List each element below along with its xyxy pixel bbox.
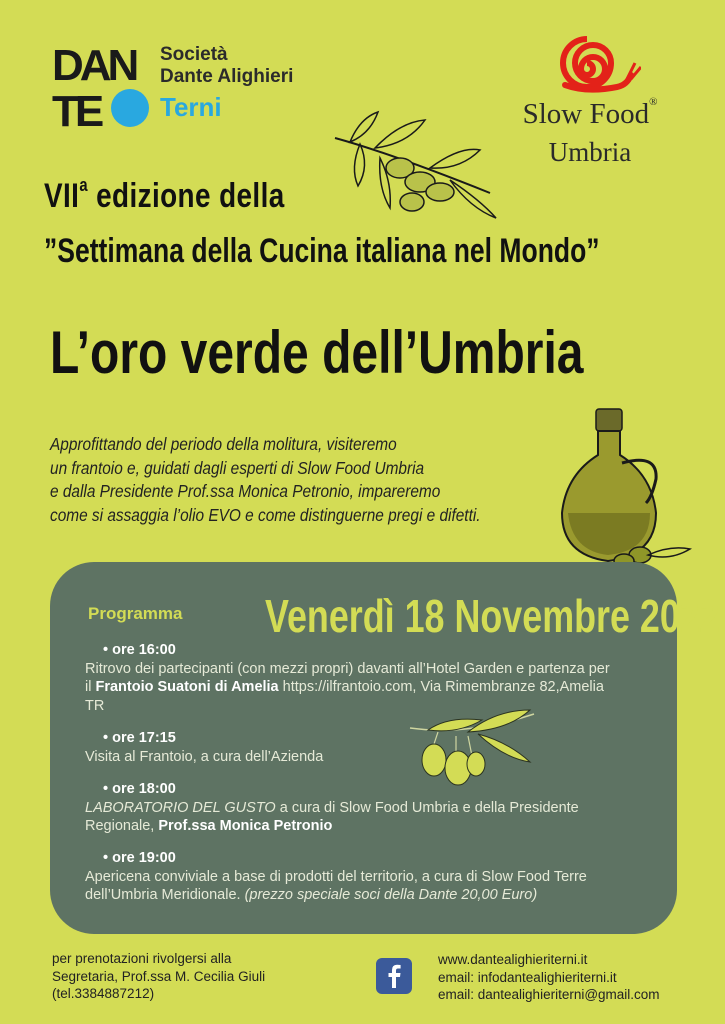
program-line: LABORATORIO DEL GUSTO a cura di Slow Food Umbria e della Presidente — [85, 799, 579, 816]
booking-info — [52, 950, 265, 1003]
intro-line: Approfittando del periodo della molitura, visiteremo — [50, 434, 397, 454]
booking-line: Segretaria, Prof.ssa M. Cecilia Giuli — [52, 968, 266, 984]
svg-text:DAN: DAN — [52, 44, 136, 90]
email-line[interactable]: email: dantealighieriterni@gmail.com — [438, 987, 660, 1002]
facebook-icon[interactable] — [376, 958, 412, 994]
olive-branch-icon — [330, 108, 500, 223]
program-item — [85, 849, 660, 905]
email-line[interactable]: email: infodantealighieriterni.it — [438, 969, 617, 985]
program-item — [85, 641, 660, 715]
event-date: Venerdì 18 Novembre 2022 — [265, 590, 720, 642]
intro-line: un frantoio e, guidati dagli esperti di Slow Food Umbria — [50, 457, 425, 478]
contact-info — [438, 951, 660, 1004]
program-time: • ore 17:15 — [103, 730, 176, 746]
website-link[interactable]: www.dantealighieriterni.it — [438, 952, 588, 967]
program-line: Apericena conviviale a base di prodotti del territorio, a cura di Slow Food Terre — [85, 868, 587, 885]
intro-line: e dalla Presidente Prof.ssa Monica Petronio, impareremo — [50, 481, 441, 501]
booking-line: (tel.3384887212) — [52, 986, 155, 1001]
dante-line1: Società — [160, 44, 228, 65]
intro-paragraph — [50, 433, 540, 527]
program-line: il Frantoio Suatoni di Amelia https://ilfrantoio.com, Via Rimembranze 82,Amelia — [85, 679, 604, 695]
dante-society-name — [160, 44, 293, 88]
program-time: • ore 16:00 — [103, 642, 176, 658]
edition-heading: VII$^a$ edizione della — [44, 175, 285, 215]
intro-line: come si assaggia l’olio EVO e come distinguerne pregi e difetti. — [50, 504, 481, 525]
slowfood-region: Umbria — [548, 137, 632, 167]
program-item — [85, 729, 660, 766]
oil-jug-icon — [552, 405, 692, 575]
program-line: Visita al Frantoio, a cura dell’Azienda — [85, 748, 324, 765]
program-line: Ritrovo dei partecipanti (con mezzi propri) davanti all’Hotel Garden e partenza per — [85, 660, 610, 677]
program-item — [85, 780, 660, 836]
event-subtitle: ”Settimana della Cucina italiana nel Mondo” — [44, 232, 600, 270]
program-line: dell’Umbria Meridionale. (prezzo speciale soci della Dante 20,00 Euro) — [85, 887, 538, 903]
slowfood-name: Slow Food® — [522, 96, 658, 130]
main-title: L’oro verde dell’Umbria — [50, 319, 584, 386]
program-time: • ore 19:00 — [103, 850, 176, 866]
program-time: • ore 18:00 — [103, 781, 176, 797]
dante-line2: Dante Alighieri — [160, 66, 294, 87]
snail-icon — [557, 35, 641, 97]
program-line: TR — [85, 697, 105, 714]
olive-branch-icon — [408, 708, 536, 790]
program-label: Programma — [88, 604, 183, 623]
booking-line: per prenotazioni rivolgersi alla — [52, 951, 232, 966]
dante-logo-icon — [52, 44, 156, 130]
svg-text:TE: TE — [52, 87, 101, 130]
dante-city: Terni — [160, 92, 222, 122]
program-line: Regionale, Prof.ssa Monica Petronio — [85, 818, 333, 834]
